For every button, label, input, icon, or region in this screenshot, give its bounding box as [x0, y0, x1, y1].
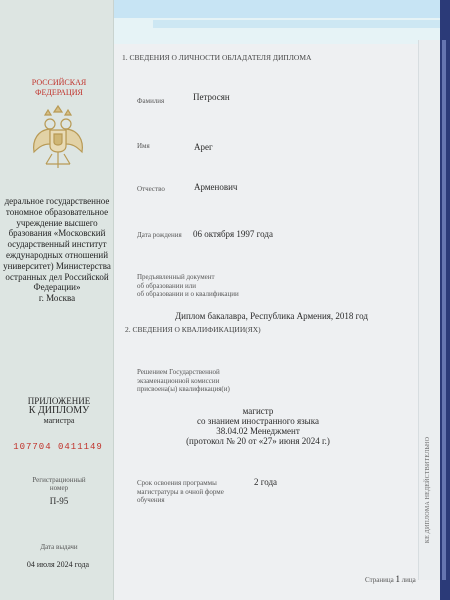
binding-spine — [440, 0, 450, 600]
section-2-heading: 2. СВЕДЕНИЯ О КВАЛИФИКАЦИИ(ЯХ) — [125, 325, 261, 334]
dob-value: 06 октября 1997 года — [193, 229, 273, 239]
institution-name: деральное государственное тономное образовательное учреждение высшего бразования «Московский осударственный институт еждународных отношений университет) Министерства остранных дел Российской Федерации» г. Москва — [3, 196, 111, 304]
qualification-value: магистр со знанием иностранного языка 38.04.02 Менеджмент (протокол № 20 от «27» июня 2024 г.) — [186, 406, 330, 446]
term-value: 2 года — [254, 477, 278, 487]
section-1-heading: 1. СВЕДЕНИЯ О ЛИЧНОСТИ ОБЛАДАТЕЛЯ ДИПЛОМА — [122, 53, 312, 62]
issue-date: 04 июля 2024 года — [26, 560, 90, 569]
dob-label: Дата рождения — [137, 231, 182, 239]
surname-value: Петросян — [193, 92, 230, 102]
serial-number: 107704 0411149 — [13, 442, 103, 452]
top-watermark-band — [113, 0, 440, 44]
page-footer: Страница 1 лица — [365, 574, 416, 584]
term-label: Срок освоения программы магистратуры в очной форме обучения — [137, 479, 224, 504]
coat-of-arms-icon — [28, 100, 88, 180]
surname-label: Фамилия — [137, 97, 165, 105]
patronymic-label: Отчество — [137, 185, 165, 193]
issue-date-label: Дата выдачи — [40, 543, 78, 551]
reg-number-label: Регистрационный номер — [32, 476, 86, 492]
page-number: 1 — [395, 574, 400, 584]
reg-number: П-95 — [49, 496, 69, 506]
prev-doc-label: Предъявленный документ об образовании или об образовании и о квалификации — [137, 273, 239, 298]
commission-label: Решением Государственной экзаменационной комиссии присвоена(ы) квалификация(и) — [137, 368, 230, 393]
name-label: Имя — [137, 142, 150, 150]
country-name: РОССИЙСКАЯ ФЕДЕРАЦИЯ — [31, 78, 87, 97]
prev-doc-value: Диплом бакалавра, Республика Армения, 2018 год — [175, 311, 368, 321]
name-value: Арег — [194, 142, 213, 152]
supplement-title: ПРИЛОЖЕНИЕ К ДИПЛОМУ магистра — [27, 396, 91, 425]
vertical-note: КЕ ДИПЛОМА НЕДЕЙСТВИТЕЛЬНО — [425, 436, 431, 544]
patronymic-value: Арменович — [194, 182, 238, 192]
